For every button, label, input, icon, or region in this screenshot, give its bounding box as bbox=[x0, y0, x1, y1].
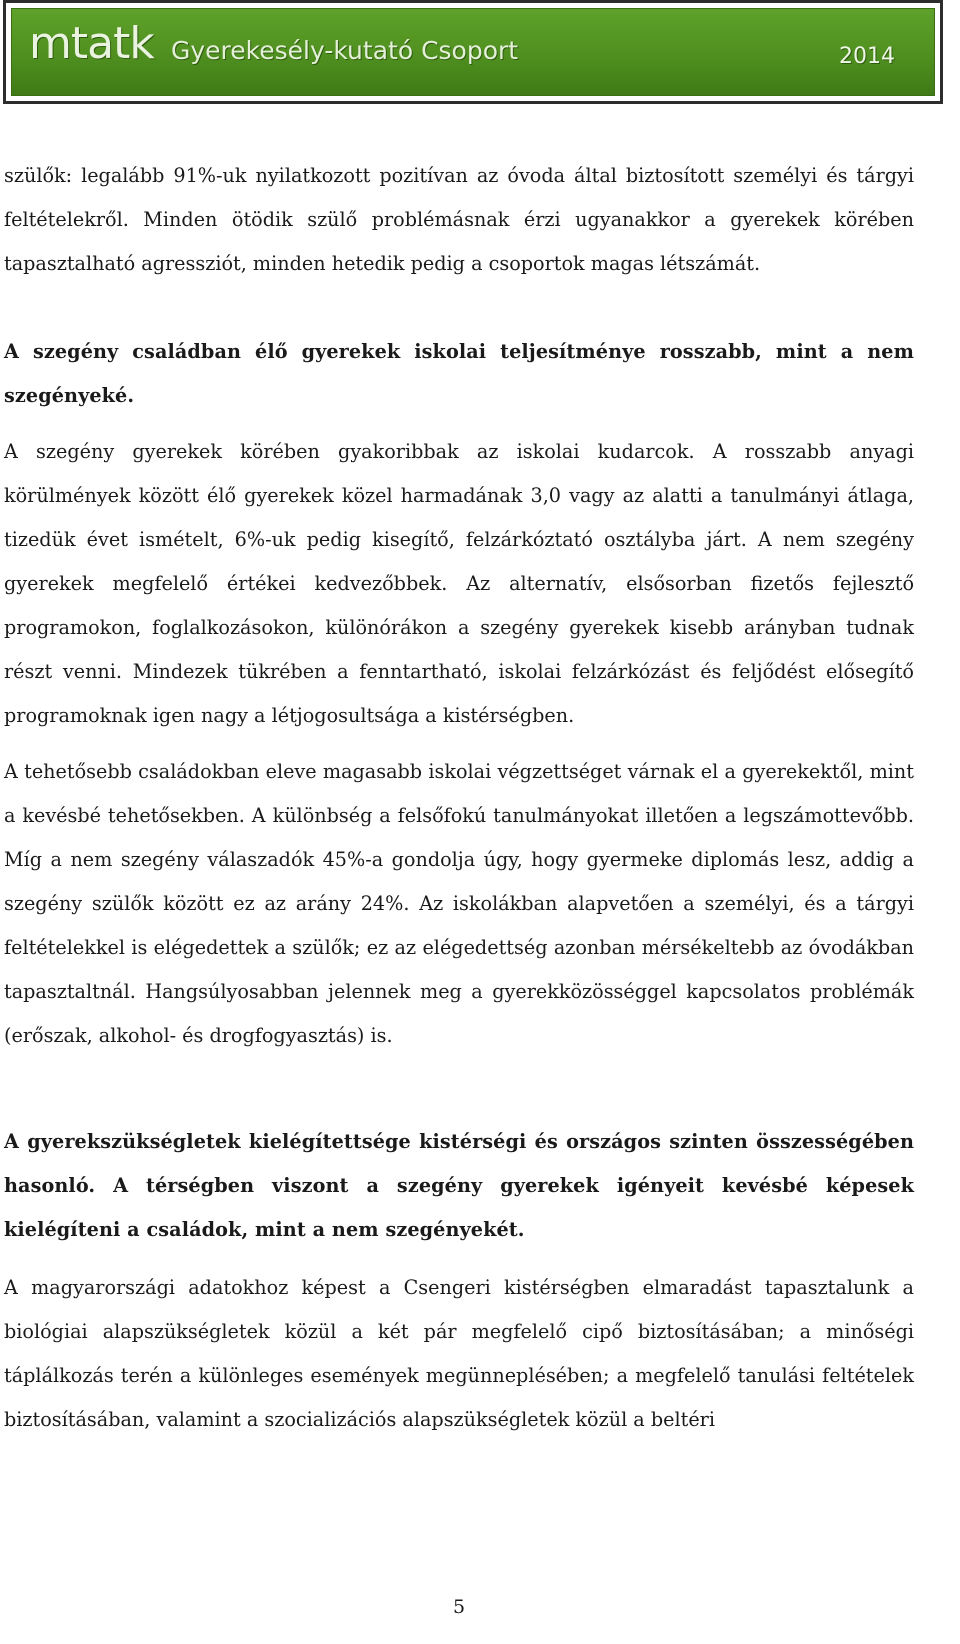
paragraph-school-failures: A szegény gyerekek körében gyakoribbak az iskolai kudarcok. A rosszabb anyagi körülmények között élő gyerekek közel harmadának 3,0 vagy az alatti a tanulmányi átlaga, tizedük évet ismételt, 6%-uk pedig kisegítő, felzárkóztató osztályba járt. A nem szegény gyerekek megfelelő értékei kedvezőbbek. Az alternatív, elsősorban fizetős fejlesztő programokon, foglalkozásokon, különórákon a szegény gyerekek kisebb arányban tudnak részt venni. Mindezek tükrében a fenntartható, iskolai felzárkózást és feljődést elősegítő programoknak igen nagy a létjogosultsága a kistérségben. bbox=[4, 440, 914, 727]
mtatk-logo: mtatk bbox=[29, 18, 154, 69]
research-group-name: Gyerekesély-kutató Csoport bbox=[171, 36, 519, 65]
section-heading-child-needs: A gyerekszükségletek kielégítettsége kistérségi és országos szinten összességében hasonló. A térségben viszont a szegény gyerekek igényeit kevésbé képesek kielégíteni a családok, mint a nem szegényekét. bbox=[4, 1130, 914, 1241]
spacer bbox=[4, 1254, 914, 1266]
header-banner-inner bbox=[11, 8, 935, 96]
paragraph-expectations: A tehetősebb családokban eleve magasabb iskolai végzettséget várnak el a gyerekektől, mint a kevésbé tehetősekben. A különbség a felsőfokú tanulmányokat illetően a legszámottevőbb. Míg a nem szegény válaszadók 45%-a gondolja úgy, hogy gyermeke diplomás lesz, addig a szegény szülők között ez az arány 24%. Az iskolákban alapvetően a személyi, és a tárgyi feltételekkel is elégedettek a szülők; ez az elégedettség azonban mérsékeltebb az óvodákban tapasztaltnál. Hangsúlyosabban jelennek meg a gyerekközösséggel kapcsolatos problémák (erőszak, alkohol- és drogfogyasztás) is. bbox=[4, 760, 914, 1047]
paragraph-comparison: A magyarországi adatokhoz képest a Csengeri kistérségben elmaradást tapasztalunk a biológiai alapszükségletek közül a két pár megfelelő cipő biztosításában; a minőségi táplálkozás terén a különleges események megünneplésében; a megfelelő tanulási feltételek biztosításában, valamint a szocializációs alapszükségletek közül a beltéri bbox=[4, 1276, 914, 1431]
header-banner bbox=[3, 0, 943, 104]
section-heading-school-performance: A szegény családban élő gyerekek iskolai teljesítménye rosszabb, mint a nem szegényeké. bbox=[4, 340, 914, 407]
header-year: 2014 bbox=[839, 44, 895, 69]
intro-paragraph: szülők: legalább 91%-uk nyilatkozott pozitívan az óvoda által biztosított személyi és tárgyi feltételekről. Minden ötödik szülő problémásnak érzi ugyanakkor a gyerekek körében tapasztalható agressziót, minden hetedik pedig a csoportok magas létszámát. bbox=[4, 164, 914, 275]
document-body bbox=[4, 154, 914, 1442]
spacer bbox=[4, 1058, 914, 1120]
page-number: 5 bbox=[452, 1596, 466, 1618]
spacer bbox=[4, 738, 914, 750]
spacer bbox=[4, 420, 914, 430]
